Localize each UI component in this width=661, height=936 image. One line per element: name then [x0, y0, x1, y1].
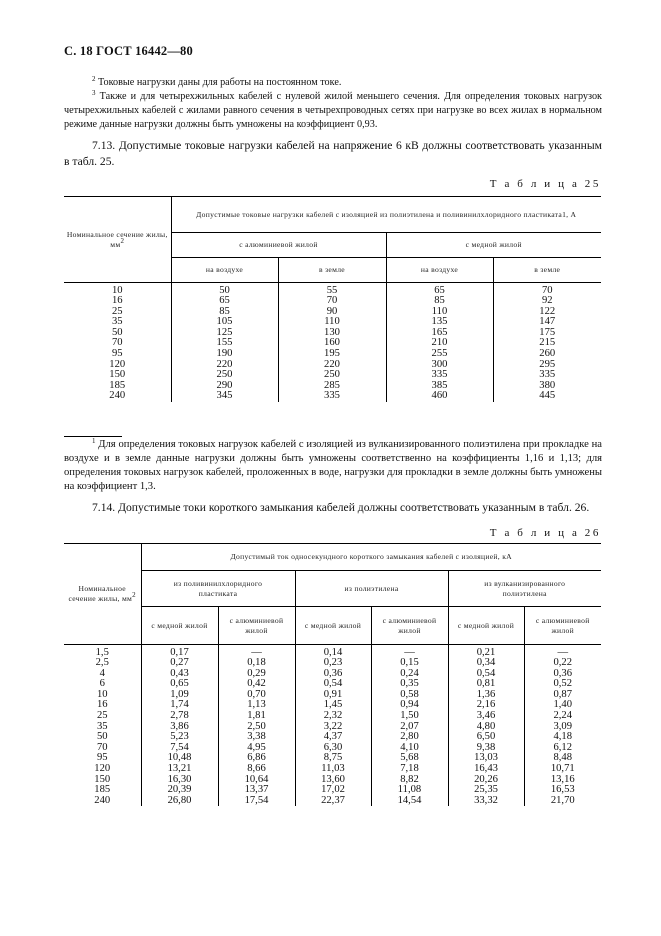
t26-cell: 4,10	[371, 743, 448, 754]
t25-cell: 155	[171, 338, 278, 349]
table-26	[64, 543, 601, 806]
t26-cell: 3,46	[448, 711, 524, 722]
t25-cell: 380	[493, 381, 601, 392]
t25-cell: 85	[386, 296, 493, 307]
t26-cell: 4,95	[218, 743, 295, 754]
t26-cell: 1,40	[524, 700, 601, 711]
t26-sub-pvc-al: с алюминиевой жилой	[218, 607, 295, 645]
t26-cell: 2,5	[95, 657, 109, 669]
t26-cell: 0,17	[141, 648, 218, 659]
table-26-caption: Т а б л и ц а 26	[489, 527, 601, 539]
t26-cell: 6,30	[295, 743, 371, 754]
page-header: С. 18 ГОСТ 16442—80	[64, 44, 193, 58]
t25-cell: 290	[171, 381, 278, 392]
t26-cell: 35	[96, 720, 108, 732]
table-25-caption: Т а б л и ц а 25	[489, 178, 601, 190]
t25-col-section-header	[64, 197, 171, 283]
t25-cell: 70	[493, 286, 601, 297]
t25-cell: 125	[171, 328, 278, 339]
t26-cell: 25,35	[448, 785, 524, 796]
t25-cell: 110	[386, 307, 493, 318]
t25-col-section-sup: 2	[120, 236, 125, 245]
t26-cell: 0,24	[371, 669, 448, 680]
t26-cell: 7,54	[141, 743, 218, 754]
t26-cell: 13,37	[218, 785, 295, 796]
note-3-text: Также и для четырехжильных кабелей с нулевой жилой меньшего сечения. Для определения токовых нагрузок четырехжильных кабелей с жилами равного сечения в четырехпроводных сетях при нагрузке во всех жилах в нормальном режиме данные нагрузки должны быть умножены на коэффициент 0,93.	[64, 91, 603, 130]
t25-cell: 250	[278, 370, 386, 381]
table-25	[64, 196, 601, 402]
t26-cell: 14,54	[371, 796, 448, 807]
t26-cell: 0,42	[218, 679, 295, 690]
t26-col-section-sup: 2	[132, 591, 136, 599]
t26-cell: 20,39	[141, 785, 218, 796]
t26-cell: 10,64	[218, 775, 295, 786]
t26-cell: 70	[96, 741, 108, 753]
t25-cell: 215	[493, 338, 601, 349]
t26-cell: 3,86	[141, 722, 218, 733]
t25-cell: 130	[278, 328, 386, 339]
t26-cell: 11,03	[295, 764, 371, 775]
t26-cell: 0,94	[371, 700, 448, 711]
t26-cell: 6,12	[524, 743, 601, 754]
t26-cell: 150	[94, 773, 111, 785]
t26-cell: 21,70	[524, 796, 601, 807]
t26-cell: 0,29	[218, 669, 295, 680]
t26-cell: 7,18	[371, 764, 448, 775]
t26-cell: 0,52	[524, 679, 601, 690]
t26-cell: 95	[96, 752, 108, 764]
note-3-number: 3	[92, 89, 96, 97]
t25-sub-al-air: на воздухе	[171, 258, 278, 283]
t26-cell: 0,21	[448, 648, 524, 659]
t25-cell: 147	[493, 317, 601, 328]
t26-cell: 4,80	[448, 722, 524, 733]
t26-cell: 10	[96, 688, 108, 700]
note-2-text: Токовые нагрузки даны для работы на постоянном токе.	[98, 77, 342, 88]
footnote-1-number: 1	[92, 437, 96, 445]
t26-body	[64, 648, 601, 807]
t26-cell: 1,5	[95, 646, 109, 658]
t25-sub-al-ground: в земле	[278, 258, 386, 283]
t26-sub-vpe-cu: с медной жилой	[448, 607, 524, 645]
t26-sub-pe-cu: с медной жилой	[295, 607, 371, 645]
t26-cell: 9,38	[448, 743, 524, 754]
t26-cell: 1,50	[371, 711, 448, 722]
t26-cell: 0,36	[524, 669, 601, 680]
t26-cell: 0,35	[371, 679, 448, 690]
t25-cell: 190	[171, 349, 278, 360]
t26-cell: 16,43	[448, 764, 524, 775]
footnote-1	[64, 438, 602, 494]
t26-cell: 0,22	[524, 658, 601, 669]
t25-main-header: Допустимые токовые нагрузки кабелей с изоляцией из полиэтилена и поливинилхлоридного пластиката1, А	[171, 197, 601, 233]
t25-cell: 50	[111, 326, 123, 338]
t25-cell: 55	[278, 286, 386, 297]
t26-cell: 1,45	[295, 700, 371, 711]
t25-cell: 335	[278, 391, 386, 402]
t26-cell: 2,78	[141, 711, 218, 722]
t26-sub-pvc-cu: с медной жилой	[141, 607, 218, 645]
t26-cell: 16,53	[524, 785, 601, 796]
t25-cell: 195	[278, 349, 386, 360]
t25-cell: 250	[171, 370, 278, 381]
t25-group-copper: с медной жилой	[386, 233, 601, 258]
t26-cell: 1,81	[218, 711, 295, 722]
note-2	[64, 76, 602, 90]
t26-cell: 0,23	[295, 658, 371, 669]
t26-cell: 0,87	[524, 690, 601, 701]
t26-main-header: Допустимый ток односекундного короткого замыкания кабелей с изоляцией, кА	[141, 544, 601, 571]
t26-cell: 4	[99, 667, 105, 679]
t25-cell: 70	[111, 337, 123, 349]
t26-col-section-text: Номинальное сечение жилы, мм	[68, 584, 133, 603]
t26-cell: 3,09	[524, 722, 601, 733]
t26-cell: 8,66	[218, 764, 295, 775]
t25-cell: 95	[111, 348, 123, 360]
t26-cell: 2,07	[371, 722, 448, 733]
t25-cell: 135	[386, 317, 493, 328]
t26-cell: 13,21	[141, 764, 218, 775]
note-3	[64, 90, 602, 132]
t26-row	[64, 796, 601, 807]
t26-cell: 10,71	[524, 764, 601, 775]
t25-cell: 50	[171, 286, 278, 297]
t25-body	[64, 286, 601, 403]
t25-cell: 220	[278, 360, 386, 371]
t26-cell: 0,36	[295, 669, 371, 680]
t26-cell: 2,50	[218, 722, 295, 733]
paragraph-7-14: 7.14. Допустимые токи короткого замыкания кабелей должны соответствовать указанным в табл. 26.	[92, 501, 590, 514]
t26-cell: 13,60	[295, 775, 371, 786]
t26-group-pe: из полиэтилена	[295, 571, 448, 607]
t25-cell: 35	[111, 316, 123, 328]
t26-cell: 1,74	[141, 700, 218, 711]
t25-cell: 185	[109, 379, 126, 391]
t25-cell: 120	[109, 358, 126, 370]
t26-cell: 1,36	[448, 690, 524, 701]
t26-cell: —	[524, 648, 601, 659]
t26-cell: 13,16	[524, 775, 601, 786]
t25-cell: 65	[171, 296, 278, 307]
t25-cell: 65	[386, 286, 493, 297]
t26-cell: 0,91	[295, 690, 371, 701]
t26-cell: 5,68	[371, 753, 448, 764]
t26-cell: 0,27	[141, 658, 218, 669]
t26-cell: 10,48	[141, 753, 218, 764]
t26-cell: 8,82	[371, 775, 448, 786]
t26-cell: 0,81	[448, 679, 524, 690]
t25-group-aluminum: с алюминиевой жилой	[171, 233, 386, 258]
t26-cell: 0,15	[371, 658, 448, 669]
t26-cell: 16	[96, 699, 108, 711]
t26-cell: 0,54	[448, 669, 524, 680]
t26-cell: 26,80	[141, 796, 218, 807]
t25-cell: 150	[109, 369, 126, 381]
t26-cell: 0,65	[141, 679, 218, 690]
paragraph-7-13: 7.13. Допустимые токовые нагрузки кабелей на напряжение 6 кВ должны соответствовать указанным в табл. 25.	[64, 139, 602, 168]
t26-cell: 4,18	[524, 732, 601, 743]
t25-cell: 460	[386, 391, 493, 402]
t25-col-section-text: Номинальное сечение жилы, мм	[66, 229, 168, 249]
t26-group-pvc: из поливинилхлоридного пластиката	[141, 571, 295, 607]
t26-cell: —	[371, 648, 448, 659]
t26-group-vpe: из вулканизированного полиэтилена	[448, 571, 601, 607]
t26-cell: 17,54	[218, 796, 295, 807]
t25-cell: 175	[493, 328, 601, 339]
t25-cell: 210	[386, 338, 493, 349]
t25-cell: 25	[111, 305, 123, 317]
t25-cell: 122	[493, 307, 601, 318]
t26-cell: 16,30	[141, 775, 218, 786]
t26-cell: 0,54	[295, 679, 371, 690]
t26-cell: 4,37	[295, 732, 371, 743]
t25-cell: 165	[386, 328, 493, 339]
t25-cell: 335	[493, 370, 601, 381]
t26-cell: 6,86	[218, 753, 295, 764]
t26-cell: 2,32	[295, 711, 371, 722]
t26-col-section-header	[64, 544, 141, 645]
t25-cell: 220	[171, 360, 278, 371]
t25-cell: 260	[493, 349, 601, 360]
t26-cell: 3,22	[295, 722, 371, 733]
t25-cell: 255	[386, 349, 493, 360]
footnote-1-text: Для определения токовых нагрузок кабелей с изоляцией из вулканизированного полиэтилена при прокладке на воздухе и в земле данные нагрузки должны быть умножены соответственно на коэффициенты 1,16 и 1,13; для определения токовых нагрузок кабелей, проложенных в воде, нагрузки для прокладки в земле должны быть умножены на коэффициент 1,3.	[64, 439, 602, 492]
t26-cell: 33,32	[448, 796, 524, 807]
t25-row	[64, 391, 601, 402]
t26-cell: 0,58	[371, 690, 448, 701]
t26-cell: 0,18	[218, 658, 295, 669]
t25-cell: 16	[111, 295, 123, 307]
t26-cell: 1,09	[141, 690, 218, 701]
t26-sub-vpe-al: с алюминиевой жилой	[524, 607, 601, 645]
t25-cell: 285	[278, 381, 386, 392]
t26-cell: 0,14	[295, 648, 371, 659]
t26-cell: 3,38	[218, 732, 295, 743]
t25-cell: 105	[171, 317, 278, 328]
t26-cell: 8,75	[295, 753, 371, 764]
t26-cell: 2,16	[448, 700, 524, 711]
t26-cell: 0,70	[218, 690, 295, 701]
t26-cell: 5,23	[141, 732, 218, 743]
t26-cell: 8,48	[524, 753, 601, 764]
t26-sub-pe-al: с алюминиевой жилой	[371, 607, 448, 645]
t25-cell: 70	[278, 296, 386, 307]
t26-cell: 185	[94, 784, 111, 796]
t26-cell: 17,02	[295, 785, 371, 796]
t25-cell: 90	[278, 307, 386, 318]
t26-cell: 0,34	[448, 658, 524, 669]
t25-cell: 92	[493, 296, 601, 307]
t25-cell: 335	[386, 370, 493, 381]
t25-cell: 10	[111, 284, 123, 296]
t25-cell: 385	[386, 381, 493, 392]
t26-cell: 2,24	[524, 711, 601, 722]
t26-cell: 1,13	[218, 700, 295, 711]
t26-cell: 11,08	[371, 785, 448, 796]
t26-cell: —	[218, 648, 295, 659]
t25-cell: 110	[278, 317, 386, 328]
t25-cell: 240	[109, 390, 126, 402]
t26-cell: 0,43	[141, 669, 218, 680]
t25-cell: 295	[493, 360, 601, 371]
t25-cell: 445	[493, 391, 601, 402]
t26-cell: 13,03	[448, 753, 524, 764]
t26-cell: 240	[94, 794, 111, 806]
t25-sub-cu-air: на воздухе	[386, 258, 493, 283]
t25-cell: 300	[386, 360, 493, 371]
t26-cell: 50	[96, 731, 108, 743]
t25-cell: 85	[171, 307, 278, 318]
t26-cell: 22,37	[295, 796, 371, 807]
t26-cell: 25	[96, 710, 108, 722]
t25-sub-cu-ground: в земле	[493, 258, 601, 283]
t25-cell: 160	[278, 338, 386, 349]
note-2-number: 2	[92, 75, 96, 83]
t26-cell: 6,50	[448, 732, 524, 743]
t26-cell: 6	[99, 678, 105, 690]
t26-cell: 20,26	[448, 775, 524, 786]
t25-cell: 345	[171, 391, 278, 402]
t26-cell: 120	[94, 763, 111, 775]
t26-cell: 2,80	[371, 732, 448, 743]
